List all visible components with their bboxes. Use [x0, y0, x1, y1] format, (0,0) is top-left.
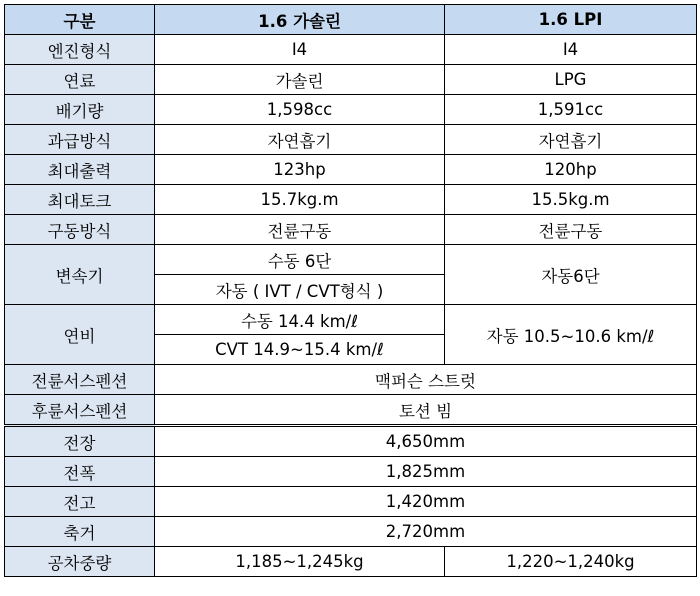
- dimension-row: [5, 487, 697, 517]
- transmission-lpi: 자동6단: [445, 245, 697, 305]
- row-label: 전폭: [5, 457, 155, 487]
- table-row: [5, 155, 697, 185]
- row-label: 구동방식: [5, 215, 155, 245]
- table-row: [5, 65, 697, 95]
- fuel-economy-row: [5, 305, 697, 335]
- lpi-value: 1,591cc: [445, 95, 697, 125]
- table-row: [5, 35, 697, 65]
- fuel-economy-label: 연비: [5, 305, 155, 365]
- lpi-value: I4: [445, 35, 697, 65]
- header-row: [5, 5, 697, 35]
- lpi-value: 120hp: [445, 155, 697, 185]
- header-gasoline: 1.6 가솔린: [155, 5, 445, 35]
- header-lpi: 1.6 LPI: [445, 5, 697, 35]
- transmission-label: 변속기: [5, 245, 155, 305]
- row-label: 최대토크: [5, 185, 155, 215]
- shared-value: 토션 빔: [155, 395, 697, 426]
- suspension-row: [5, 365, 697, 395]
- transmission-row: [5, 245, 697, 275]
- dimension-row: [5, 457, 697, 487]
- row-label: 전장: [5, 426, 155, 457]
- gasoline-value: I4: [155, 35, 445, 65]
- transmission-gasoline-auto: 자동 ( IVT / CVT형식 ): [155, 275, 445, 305]
- fuel-economy-lpi: 자동 10.5~10.6 km/ℓ: [445, 305, 697, 365]
- shared-value: 2,720mm: [155, 517, 697, 547]
- row-label: 전고: [5, 487, 155, 517]
- gasoline-value: 1,598cc: [155, 95, 445, 125]
- weight-row: [5, 547, 697, 577]
- fuel-economy-gasoline-manual: 수동 14.4 km/ℓ: [155, 305, 445, 335]
- spec-table: [4, 4, 697, 577]
- row-label: 전륜서스펜션: [5, 365, 155, 395]
- table-row: [5, 95, 697, 125]
- dimension-row: [5, 426, 697, 457]
- gasoline-value: 자연흡기: [155, 125, 445, 155]
- shared-value: 맥퍼슨 스트럿: [155, 365, 697, 395]
- gasoline-value: 전륜구동: [155, 215, 445, 245]
- header-label: 구분: [5, 5, 155, 35]
- gasoline-value: 가솔린: [155, 65, 445, 95]
- table-row: [5, 215, 697, 245]
- row-label: 최대출력: [5, 155, 155, 185]
- row-label: 배기량: [5, 95, 155, 125]
- table-row: [5, 125, 697, 155]
- shared-value: 1,825mm: [155, 457, 697, 487]
- shared-value: 1,420mm: [155, 487, 697, 517]
- transmission-gasoline-manual: 수동 6단: [155, 245, 445, 275]
- weight-gasoline: 1,185~1,245kg: [155, 547, 445, 577]
- row-label: 엔진형식: [5, 35, 155, 65]
- fuel-economy-gasoline-cvt: CVT 14.9~15.4 km/ℓ: [155, 335, 445, 365]
- lpi-value: 전륜구동: [445, 215, 697, 245]
- gasoline-value: 15.7kg.m: [155, 185, 445, 215]
- weight-lpi: 1,220~1,240kg: [445, 547, 697, 577]
- row-label: 과급방식: [5, 125, 155, 155]
- shared-value: 4,650mm: [155, 426, 697, 457]
- row-label: 축거: [5, 517, 155, 547]
- row-label: 후륜서스펜션: [5, 395, 155, 426]
- weight-label: 공차중량: [5, 547, 155, 577]
- lpi-value: 자연흡기: [445, 125, 697, 155]
- table-row: [5, 185, 697, 215]
- gasoline-value: 123hp: [155, 155, 445, 185]
- row-label: 연료: [5, 65, 155, 95]
- suspension-row: [5, 395, 697, 426]
- dimension-row: [5, 517, 697, 547]
- lpi-value: 15.5kg.m: [445, 185, 697, 215]
- lpi-value: LPG: [445, 65, 697, 95]
